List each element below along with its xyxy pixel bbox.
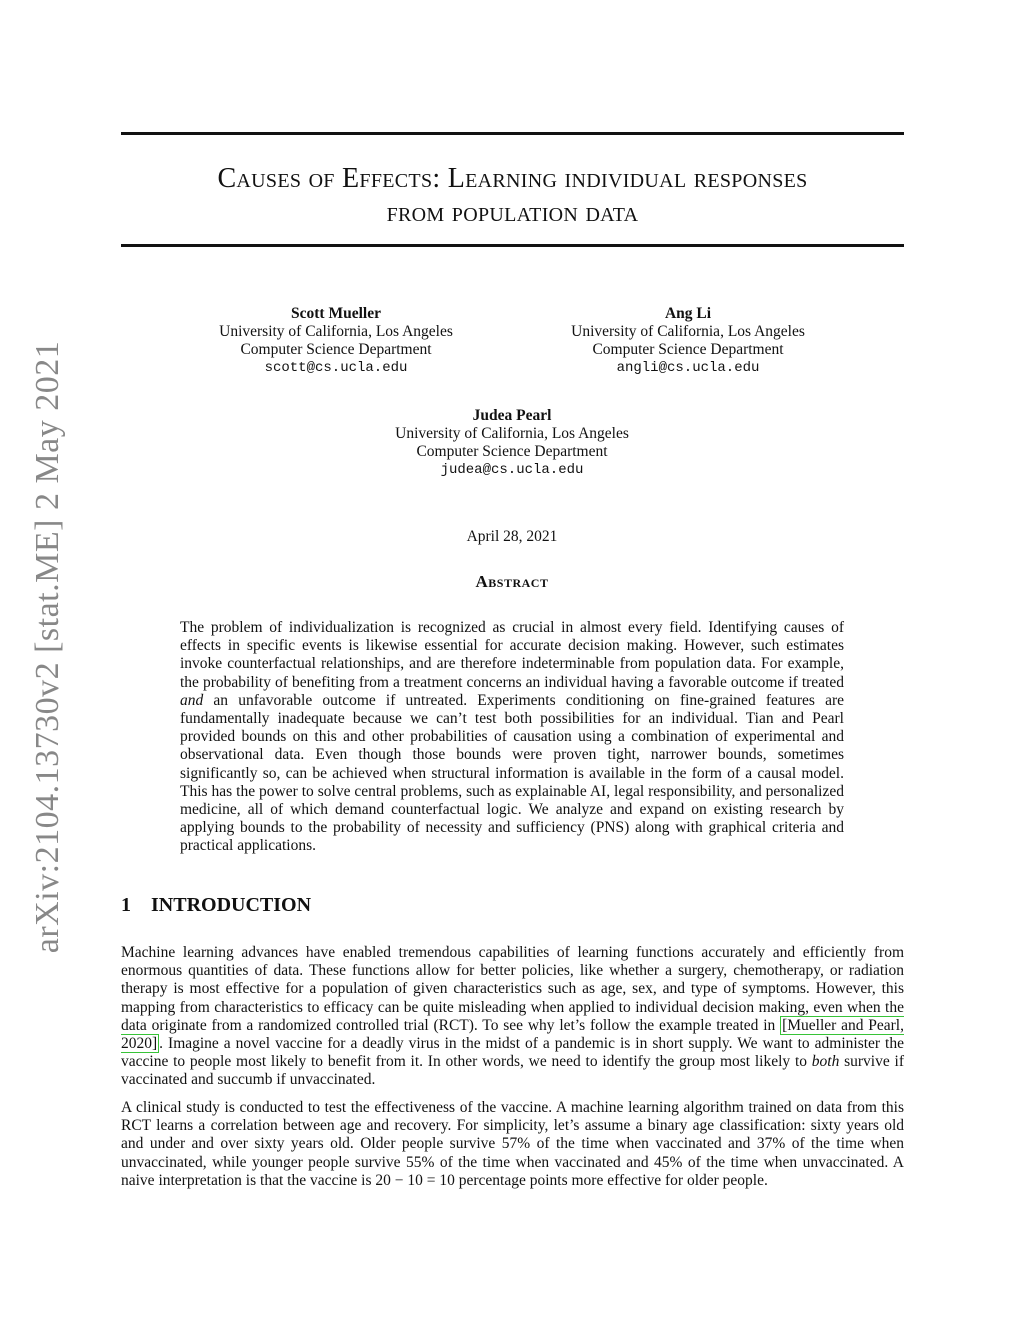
author-email[interactable]: judea@cs.ucla.edu [440, 462, 584, 478]
author-name: Ang Li [664, 305, 712, 322]
abstract-heading: Abstract [475, 572, 549, 591]
author-department: Computer Science Department [240, 341, 432, 358]
intro-paragraph: Machine learning advances have enabled tremendous capabilities of learning functions accurately and efficiently from enormous quantities of data. These functions allow for better policies, like whether a surgery, chemotherapy, or radiation therapy is most effective for a population of given characteristics such as age, sex, and type of symptoms. However, this mapping from characteristics to efficacy can be quite misleading when applied to individual decision making, even when the data originate from a randomized controlled trial (RCT). To see why let’s follow the example treated in [Mueller and Pearl, 2020] . Imagine a novel vaccine for a deadly virus in the midst of a pandemic is in short supply. We want to administer the vaccine to people most likely to benefit from it. In other words, we need to identify the group most likely to both survive if vaccinated and succumb if unvaccinated. [121, 944, 904, 1089]
author-email[interactable]: angli@cs.ucla.edu [616, 360, 760, 376]
title-rule-top [121, 132, 904, 135]
abstract-text: The problem of individualization is recognized as crucial in almost every field. Identifying causes of effects in specific events is likewise essential for accurate decision making. However, such estimates invoke counterfactual relationships, and are therefore indeterminable from population data. For example, the probability of benefiting from a treatment concerns an individual having a favorable outcome if treated and an unfavorable outcome if untreated. Experiments conditioning on fine-grained features are fundamentally inadequate because we can’t test both possibilities for an individual. Tian and Pearl provided bounds on this and other probabilities of causation using a combination of experimental and observational data. Even though those bounds were proven tight, narrower bounds, sometimes significantly so, can be achieved when structural information is available in the form of a causal model. This has the power to solve central problems, such as explainable AI, legal responsibility, and personalized medicine, all of which demand counterfactual logic. We analyze and expand on existing research by applying bounds to the probability of necessity and sufficiency (PNS) along with graphical criteria and practical applications. [180, 619, 844, 855]
section-number: 1 [121, 894, 131, 916]
author-block [362, 407, 662, 479]
title-line-2: from population data [386, 197, 639, 228]
author-department: Computer Science Department [592, 341, 784, 358]
author-email[interactable]: scott@cs.ucla.edu [264, 360, 408, 376]
intro-paragraph: A clinical study is conducted to test the effectiveness of the vaccine. A machine learning algorithm trained on data from this RCT learns a correlation between age and recovery. For simplicity, let’s assume a binary age classification: sixty years old and under and over sixty years old. Older people survive 57% of the time when vaccinated and 37% of the time when unvaccinated, while younger people survive 55% of the time when vaccinated and 45% of the time when unvaccinated. A naive interpretation is that the vaccine is 20 − 10 = 10 percentage points more effective for older people. [121, 1099, 904, 1189]
author-department: Computer Science Department [416, 443, 608, 460]
author-block [538, 305, 838, 377]
author-block [186, 305, 486, 377]
author-name: Scott Mueller [291, 305, 381, 322]
section-title: INTRODUCTION [151, 894, 312, 916]
arxiv-identifier: arXiv:2104.13730v2 [stat.ME] 2 May 2021 [29, 340, 66, 954]
author-affiliation: University of California, Los Angeles [395, 425, 629, 442]
author-affiliation: University of California, Los Angeles [571, 323, 805, 340]
title-rule-bottom [121, 244, 904, 247]
paper-date: April 28, 2021 [466, 528, 558, 545]
citation-link[interactable]: [Mueller and Pearl, 2020] [121, 1016, 904, 1053]
paper-title [121, 162, 904, 230]
author-affiliation: University of California, Los Angeles [219, 323, 453, 340]
author-name: Judea Pearl [472, 407, 552, 424]
section-heading [121, 894, 311, 917]
title-line-1: Causes of Effects: Learning individual responses [217, 163, 808, 194]
